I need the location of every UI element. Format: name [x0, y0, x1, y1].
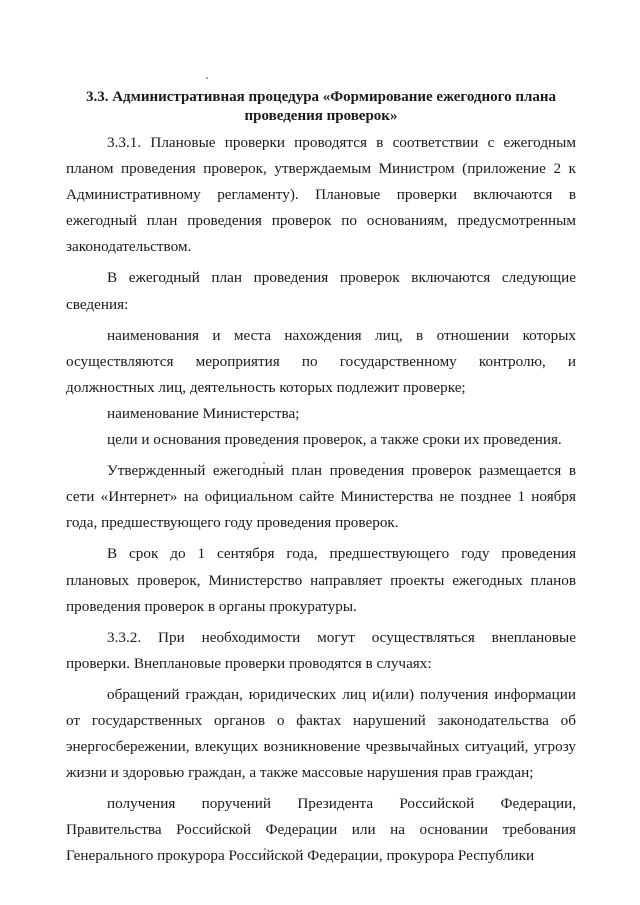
- paragraph-item-names: наименования и места нахождения лиц, в отношении которых осуществляются мероприятия по государственному контролю, и должностных лиц, деятельность которых подлежит проверке;: [66, 326, 576, 396]
- section-heading-line-2: проведения проверок»: [244, 108, 398, 124]
- paragraph-3-3-2: 3.3.2. При необходимости могут осуществляться внеплановые проверки. Внеплановые проверки проводятся в случаях:: [66, 628, 576, 672]
- paragraph-plan-deadline: В срок до 1 сентября года, предшествующего году проведения плановых проверок, Министерство направляет проекты ежегодных планов проведения проверок в органы прокуратуры.: [66, 545, 576, 615]
- paragraph-plan-contents: В ежегодный план проведения проверок включаются следующие сведения:: [66, 269, 576, 313]
- paragraph-case-orders: получения поручений Президента Российской Федерации, Правительства Российской Федерации или на основании требования Генерального прокурора Российской Федерации, прокурора Республики: [66, 795, 576, 865]
- section-heading: [66, 88, 576, 126]
- paragraph-3-3-1: 3.3.1. Плановые проверки проводятся в соответствии с ежегодным планом проведения проверок, утверждаемым Министром (приложение 2 к Административному регламенту). Плановые проверки включаются в ежегодный план проведения проверок по основаниям, предусмотренным законодательством.: [66, 134, 576, 256]
- paragraph-item-ministry: наименование Министерства;: [107, 404, 300, 422]
- section-heading-line-1: 3.3. Административная процедура «Формирование ежегодного плана: [85, 89, 557, 105]
- paragraph-item-goals: цели и основания проведения проверок, а также сроки их проведения.: [107, 431, 562, 449]
- document-body: [66, 130, 576, 870]
- paragraph-case-appeals: обращений граждан, юридических лиц и(или) получения информации от государственных органов о фактах нарушений законодательства об энергосбережении, влекущих возникновение чрезвычайных ситуаций, угрозу жизни и здоровью граждан, а также массовые нарушения прав граждан;: [66, 685, 576, 782]
- paragraph-plan-publication: Утвержденный ежегодный план проведения проверок размещается в сети «Интернет» на официальном сайте Министерства не позднее 1 ноября года, предшествующего году проведения проверок.: [66, 462, 576, 532]
- scan-speck: [206, 77, 208, 79]
